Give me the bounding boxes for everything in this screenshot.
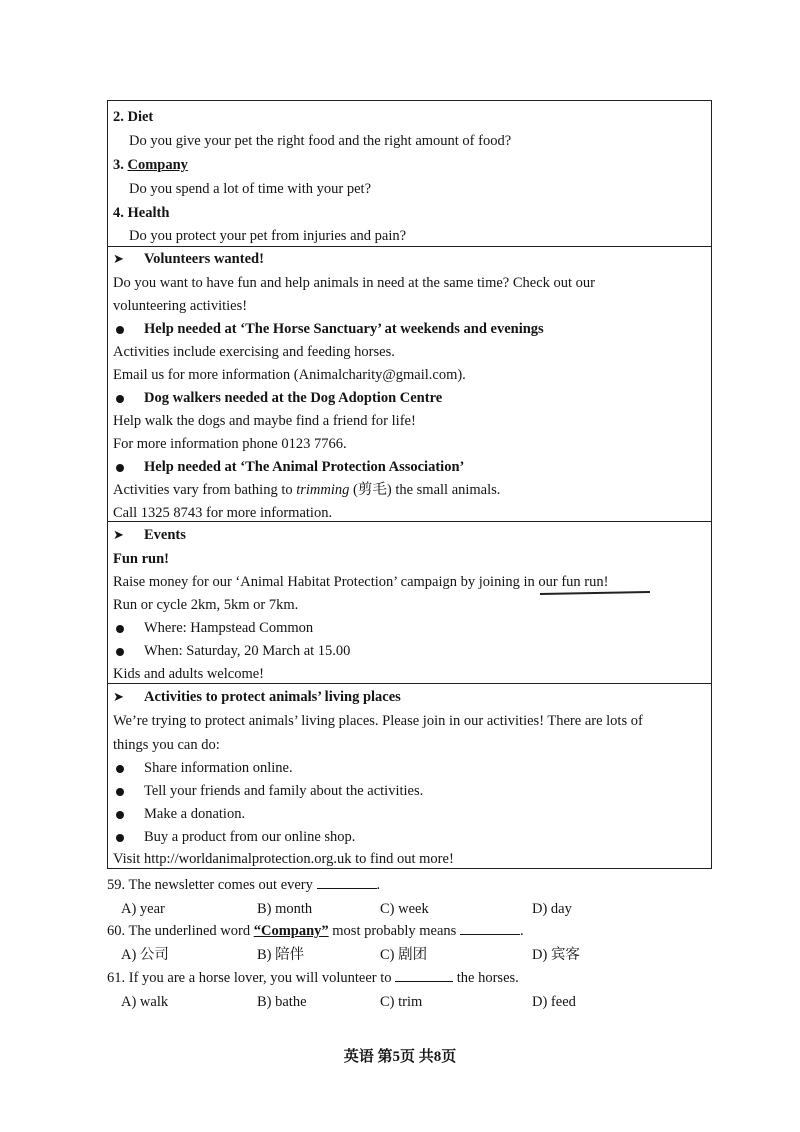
bullet-icon (116, 464, 124, 472)
question-60-end: . (519, 923, 524, 939)
dog-line-2: For more information phone 0123 7766. (113, 436, 347, 452)
option-b: B) month (257, 901, 313, 917)
option-a: A) year (121, 901, 165, 917)
question-61-stem: 61. If you are a horse lover, you will volunteer to (107, 970, 396, 986)
question-59 (107, 876, 380, 894)
horse-line-1: Activities include exercising and feeding horses. (113, 344, 395, 360)
page-footer: 英语 第5页 共8页 (343, 1049, 457, 1065)
fun-run-line-1: Raise money for our ‘Animal Habitat Protection’ campaign by joining in our fun run! (113, 574, 609, 590)
company-title (113, 156, 188, 174)
question-60 (107, 922, 524, 940)
option-c: C) trim (380, 994, 423, 1010)
fun-run-welcome: Kids and adults welcome! (113, 666, 265, 682)
option-b: B) 陪伴 (257, 947, 305, 963)
bullet-icon (116, 834, 124, 842)
bullet-icon (116, 811, 124, 819)
apa-line-1-end: (剪毛) the small animals. (349, 482, 501, 498)
health-title: 4. Health (113, 205, 170, 221)
habitat-line-1: We’re trying to protect animals’ living places. Please join in our activities! There are lots of (113, 713, 643, 729)
bullet-icon (116, 788, 124, 796)
diet-title: 2. Diet (113, 109, 154, 125)
apa-line-1-start: Activities vary from bathing to (113, 482, 297, 498)
answer-blank (317, 876, 377, 889)
arrow-icon: ➤ (113, 527, 124, 542)
diet-text: Do you give your pet the right food and the right amount of food? (129, 133, 512, 149)
option-c: C) 剧团 (380, 947, 428, 963)
apa-title: Help needed at ‘The Animal Protection Association’ (144, 459, 465, 475)
habitat-item: Buy a product from our online shop. (144, 829, 356, 845)
option-c: C) week (380, 901, 429, 917)
habitat-section (108, 684, 711, 868)
option-a: A) walk (121, 994, 169, 1010)
habitat-line-2: things you can do: (113, 737, 220, 753)
habitat-item: Make a donation. (144, 806, 246, 822)
habitat-item: Share information online. (144, 760, 293, 776)
question-59-end: . (376, 877, 381, 893)
arrow-icon: ➤ (113, 251, 124, 266)
events-section (108, 522, 711, 684)
volunteers-section (108, 247, 711, 522)
pet-care-section (108, 101, 711, 247)
company-number: 3. (113, 157, 124, 173)
company-word: Company (127, 157, 188, 173)
bullet-icon (116, 648, 124, 656)
volunteers-intro-1: Do you want to have fun and help animals in need at the same time? Check out our (113, 275, 595, 291)
answer-blank (460, 922, 520, 935)
volunteers-heading: Volunteers wanted! (144, 251, 264, 267)
fun-run-where: Where: Hampstead Common (144, 620, 314, 636)
apa-line-2: Call 1325 8743 for more information. (113, 505, 333, 521)
fun-run-when: When: Saturday, 20 March at 15.00 (144, 643, 351, 659)
apa-line-1-emphasis: trimming (296, 482, 350, 498)
question-60-stem: 60. The underlined word (107, 923, 254, 939)
question-60-mid: most probably means (328, 923, 460, 939)
habitat-heading: Activities to protect animals’ living places (144, 689, 401, 705)
question-59-stem: 59. The newsletter comes out every (107, 877, 317, 893)
option-d: D) day (532, 901, 572, 917)
answer-blank (395, 969, 453, 982)
option-d: D) feed (532, 994, 576, 1010)
horse-title: Help needed at ‘The Horse Sanctuary’ at weekends and evenings (144, 321, 544, 337)
apa-line-1 (113, 481, 500, 499)
bullet-icon (116, 625, 124, 633)
events-heading: Events (144, 527, 186, 543)
fun-run-title: Fun run! (113, 551, 170, 567)
newsletter-box (107, 100, 712, 869)
bullet-icon (116, 395, 124, 403)
health-text: Do you protect your pet from injuries and pain? (129, 228, 407, 244)
fun-run-line-2: Run or cycle 2km, 5km or 7km. (113, 597, 299, 613)
question-61 (107, 969, 519, 987)
handwritten-underline (540, 591, 650, 595)
dog-title: Dog walkers needed at the Dog Adoption Centre (144, 390, 443, 406)
volunteers-intro-2: volunteering activities! (113, 298, 248, 314)
option-a: A) 公司 (121, 947, 169, 963)
option-d: D) 宾客 (532, 947, 580, 963)
habitat-item: Tell your friends and family about the activities. (144, 783, 424, 799)
company-text: Do you spend a lot of time with your pet? (129, 181, 372, 197)
question-61-end: the horses. (453, 970, 519, 986)
question-60-word: “Company” (253, 923, 329, 939)
arrow-icon: ➤ (113, 689, 124, 704)
dog-line-1: Help walk the dogs and maybe find a friend for life! (113, 413, 416, 429)
bullet-icon (116, 326, 124, 334)
habitat-visit: Visit http://worldanimalprotection.org.uk to find out more! (113, 851, 454, 867)
bullet-icon (116, 765, 124, 773)
horse-line-2: Email us for more information (Animalcharity@gmail.com). (113, 367, 466, 383)
option-b: B) bathe (257, 994, 307, 1010)
